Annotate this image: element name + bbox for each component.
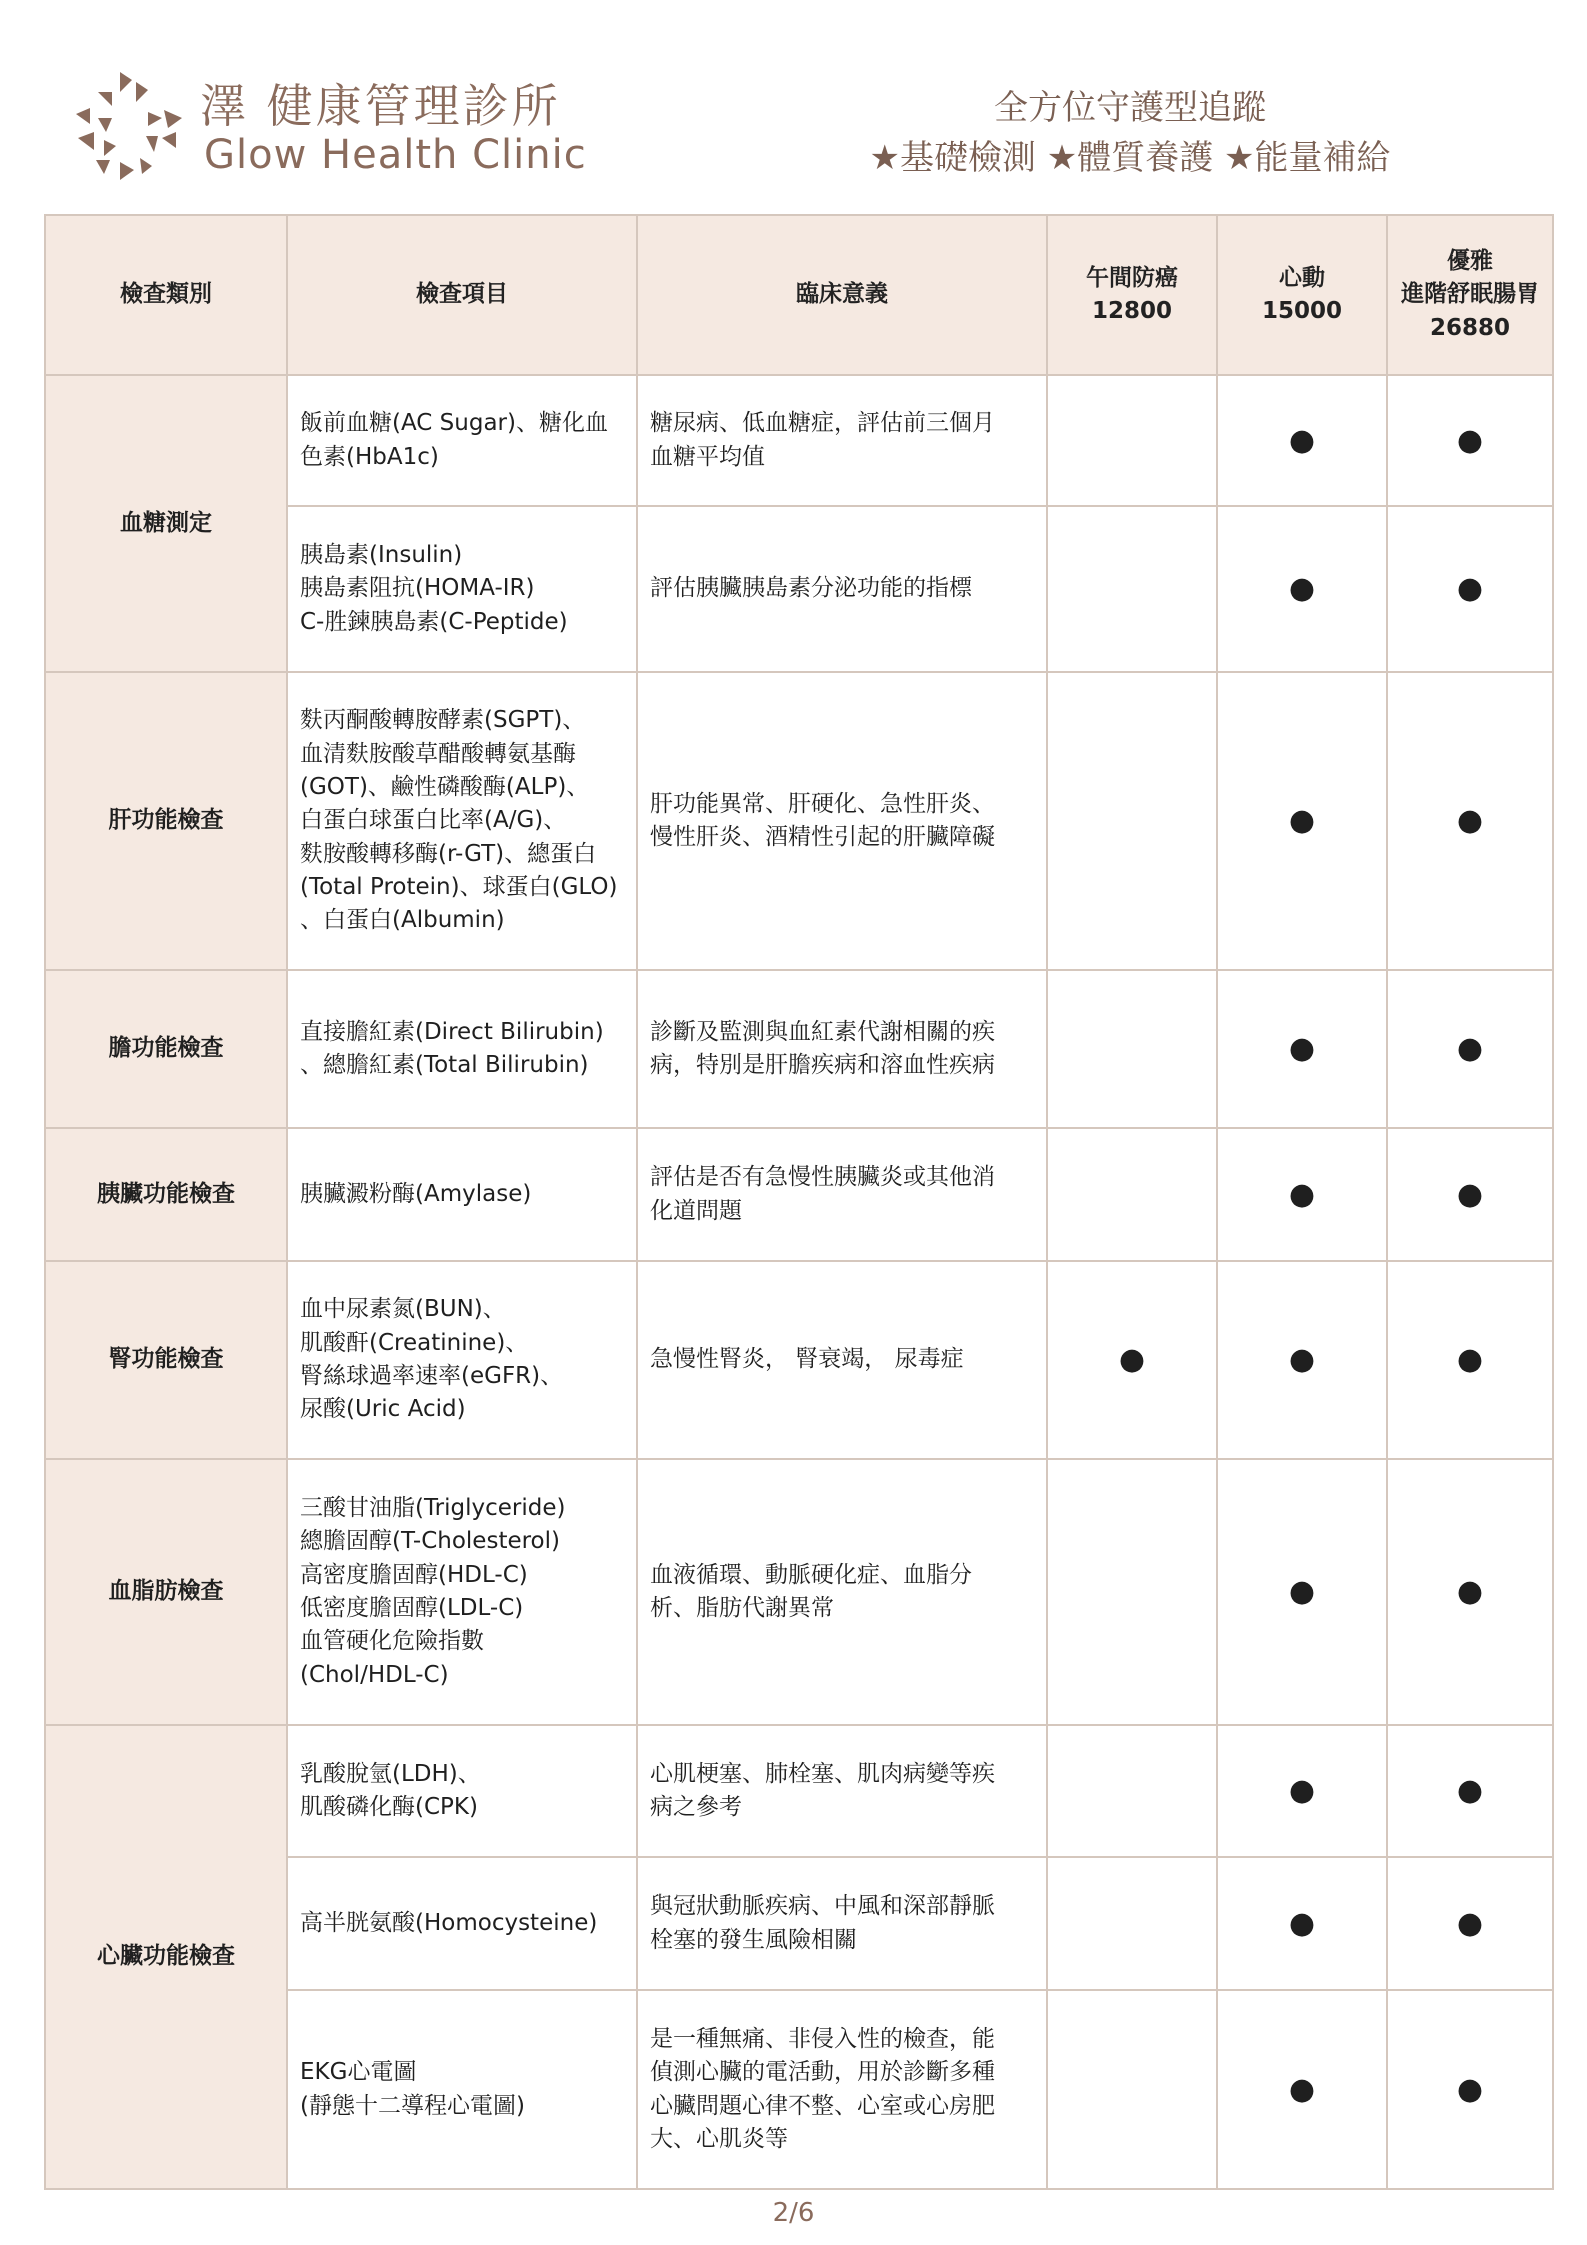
exam-items-table	[44, 214, 1554, 2190]
meaning-line: 血液循環、動脈硬化症、血脂分	[650, 1561, 972, 1588]
page-header	[0, 0, 1587, 210]
item-line: EKG心電圖	[300, 2059, 417, 2086]
item-line: 高半胱氨酸(Homocysteine)	[300, 1909, 598, 1936]
category-cell: 腎功能檢查	[45, 1261, 287, 1459]
meaning-line: 大、心肌炎等	[650, 2125, 788, 2152]
column-header-plan-3	[1387, 215, 1553, 375]
plan-1-cell	[1047, 970, 1217, 1128]
meaning-line: 心肌梗塞、肺栓塞、肌肉病變等疾	[650, 1760, 995, 1787]
plan-1-cell	[1047, 1990, 1217, 2189]
meaning-cell	[637, 1261, 1047, 1459]
column-header-item: 檢查項目	[287, 215, 637, 375]
included-dot-icon: ●	[1288, 2071, 1316, 2107]
meaning-line: 病之參考	[650, 1794, 742, 1820]
meaning-cell	[637, 1725, 1047, 1857]
tagline-title: 全方位守護型追蹤	[994, 88, 1266, 128]
meaning-line: 是一種無痛、非侵入性的檢查，能	[650, 2025, 995, 2052]
category-cell: 膽功能檢查	[45, 970, 287, 1128]
category-cell: 胰臟功能檢查	[45, 1128, 287, 1261]
included-dot-icon: ●	[1288, 571, 1316, 607]
meaning-line: 化道問題	[650, 1197, 742, 1224]
item-line: 麩胺酸轉移酶(r-GT)、總蛋白	[300, 840, 597, 867]
included-dot-icon: ●	[1456, 1905, 1484, 1941]
meaning-cell	[637, 375, 1047, 506]
item-cell	[287, 672, 637, 970]
item-line: 血中尿素氮(BUN)、	[300, 1296, 506, 1323]
clinic-name-english: Glow Health Clinic	[204, 132, 587, 178]
plan-3-price: 26880	[1429, 314, 1511, 341]
included-dot-icon: ●	[1456, 422, 1484, 458]
included-dot-icon: ●	[1288, 1176, 1316, 1212]
plan-1-cell	[1047, 1459, 1217, 1725]
item-line: 白蛋白球蛋白比率(A/G)、	[300, 807, 567, 834]
plan-3-cell	[1387, 1725, 1553, 1857]
plan-2-cell	[1217, 1725, 1387, 1857]
included-dot-icon: ●	[1288, 422, 1316, 458]
included-dot-icon: ●	[1456, 1773, 1484, 1809]
item-line: 飯前血糖(AC Sugar)、糖化血	[300, 410, 608, 437]
plan-3-cell	[1387, 970, 1553, 1128]
tagline-subtitle: ★基礎檢測 ★體質養護 ★能量補給	[869, 138, 1391, 178]
item-line: 肌酸酐(Creatinine)、	[300, 1329, 529, 1356]
item-line: 胰臟澱粉酶(Amylase)	[300, 1180, 532, 1207]
item-cell	[287, 1725, 637, 1857]
plan-2-cell	[1217, 1857, 1387, 1990]
table-row	[45, 1725, 1553, 1857]
item-line: 直接膽紅素(Direct Bilirubin)	[300, 1018, 604, 1045]
item-line: 肌酸磷化酶(CPK)	[300, 1794, 478, 1820]
item-line: 腎絲球過率速率(eGFR)、	[300, 1363, 564, 1389]
included-dot-icon: ●	[1456, 1031, 1484, 1067]
meaning-line: 心臟問題心律不整、心室或心房肥	[650, 2092, 995, 2119]
included-dot-icon: ●	[1456, 1342, 1484, 1378]
meaning-line: 栓塞的發生風險相關	[650, 1926, 857, 1953]
plan-1-name: 午間防癌	[1086, 264, 1178, 291]
plan-3-cell	[1387, 1857, 1553, 1990]
table-row	[45, 1128, 1553, 1261]
included-dot-icon: ●	[1288, 1905, 1316, 1941]
meaning-line: 評估是否有急慢性胰臟炎或其他消	[650, 1164, 995, 1191]
column-header-meaning: 臨床意義	[637, 215, 1047, 375]
plan-3-cell	[1387, 1990, 1553, 2189]
plan-1-cell	[1047, 1725, 1217, 1857]
item-line: 高密度膽固醇(HDL-C)	[300, 1561, 528, 1588]
plan-3-cell	[1387, 1128, 1553, 1261]
clinic-name-chinese: 澤 健康管理診所	[200, 79, 561, 133]
plan-2-cell	[1217, 1459, 1387, 1725]
column-header-category: 檢查類別	[45, 215, 287, 375]
category-cell: 血糖測定	[45, 375, 287, 672]
table-row	[45, 375, 1553, 506]
meaning-cell	[637, 1459, 1047, 1725]
plan-1-cell	[1047, 1857, 1217, 1990]
plan-1-cell	[1047, 672, 1217, 970]
plan-1-price: 12800	[1091, 298, 1173, 324]
item-cell	[287, 970, 637, 1128]
item-line: (Total Protein)、球蛋白(GLO)	[300, 874, 618, 901]
item-line: (GOT)、鹼性磷酸酶(ALP)、	[300, 773, 590, 800]
plan-2-cell	[1217, 1128, 1387, 1261]
meaning-cell	[637, 1128, 1047, 1261]
item-line: 色素(HbA1c)	[300, 443, 439, 470]
item-line: 低密度膽固醇(LDL-C)	[300, 1595, 524, 1621]
table-row	[45, 1459, 1553, 1725]
meaning-line: 偵測心臟的電活動，用於診斷多種	[650, 2059, 995, 2086]
included-dot-icon: ●	[1288, 803, 1316, 839]
table-row	[45, 1261, 1553, 1459]
category-cell: 血脂肪檢查	[45, 1459, 287, 1725]
clinic-logo-icon	[76, 70, 184, 182]
meaning-cell	[637, 1990, 1047, 2189]
included-dot-icon: ●	[1456, 2071, 1484, 2107]
column-header-plan-2	[1217, 215, 1387, 375]
column-header-plan-1	[1047, 215, 1217, 375]
plan-3-cell	[1387, 506, 1553, 672]
item-line: 、白蛋白(Albumin)	[300, 907, 505, 934]
meaning-line: 析、脂肪代謝異常	[650, 1595, 834, 1621]
plan-2-cell	[1217, 1990, 1387, 2189]
meaning-line: 病，特別是肝膽疾病和溶血性疾病	[650, 1052, 995, 1078]
item-line: 胰島素阻抗(HOMA-IR)	[300, 575, 535, 602]
plan-3-cell	[1387, 1459, 1553, 1725]
plan-3-name-line2: 進階舒眠腸胃	[1401, 281, 1539, 308]
plan-1-cell	[1047, 375, 1217, 506]
plan-2-cell	[1217, 506, 1387, 672]
plan-1-cell	[1047, 1261, 1217, 1459]
meaning-line: 急慢性腎炎， 腎衰竭， 尿毒症	[650, 1346, 964, 1373]
included-dot-icon: ●	[1288, 1574, 1316, 1610]
plan-2-price: 15000	[1261, 298, 1343, 324]
included-dot-icon: ●	[1288, 1342, 1316, 1378]
category-cell: 肝功能檢查	[45, 672, 287, 970]
meaning-line: 慢性肝炎、酒精性引起的肝臟障礙	[650, 824, 995, 850]
item-line: 胰島素(Insulin)	[300, 541, 463, 568]
plan-1-cell	[1047, 1128, 1217, 1261]
plan-2-cell	[1217, 375, 1387, 506]
plan-3-cell	[1387, 672, 1553, 970]
included-dot-icon: ●	[1456, 1574, 1484, 1610]
item-cell	[287, 1990, 637, 2189]
meaning-line: 與冠狀動脈疾病、中風和深部靜脈	[650, 1893, 995, 1920]
included-dot-icon: ●	[1456, 571, 1484, 607]
meaning-cell	[637, 970, 1047, 1128]
table-header-row	[45, 215, 1553, 375]
table-row	[45, 970, 1553, 1128]
included-dot-icon: ●	[1118, 1342, 1146, 1378]
item-line: 三酸甘油脂(Triglyceride)	[300, 1494, 566, 1521]
item-cell	[287, 1459, 637, 1725]
plan-1-cell	[1047, 506, 1217, 672]
plan-2-cell	[1217, 970, 1387, 1128]
item-line: 尿酸(Uric Acid)	[300, 1396, 466, 1423]
page-number: 2/6	[772, 2198, 815, 2228]
item-line: 血清麩胺酸草醋酸轉氨基酶	[300, 740, 576, 767]
meaning-cell	[637, 672, 1047, 970]
meaning-line: 診斷及監測與血紅素代謝相關的疾	[650, 1018, 995, 1045]
item-cell	[287, 506, 637, 672]
category-cell: 心臟功能檢查	[45, 1725, 287, 2189]
item-line: 、總膽紅素(Total Bilirubin)	[300, 1052, 589, 1078]
item-line: 血管硬化危險指數	[300, 1628, 484, 1655]
meaning-line: 糖尿病、低血糖症，評估前三個月	[650, 410, 995, 437]
plan-3-cell	[1387, 375, 1553, 506]
included-dot-icon: ●	[1288, 1031, 1316, 1067]
item-line: C-胜鍊胰島素(C-Peptide)	[300, 608, 568, 635]
plan-2-name: 心動	[1279, 264, 1325, 291]
item-cell	[287, 375, 637, 506]
included-dot-icon: ●	[1456, 803, 1484, 839]
plan-3-name: 優雅	[1447, 247, 1493, 274]
table-row	[45, 672, 1553, 970]
plan-2-cell	[1217, 1261, 1387, 1459]
item-line: 麩丙酮酸轉胺酵素(SGPT)、	[300, 707, 586, 734]
item-cell	[287, 1261, 637, 1459]
item-line: 乳酸脫氫(LDH)、	[300, 1760, 481, 1787]
included-dot-icon: ●	[1456, 1176, 1484, 1212]
meaning-line: 血糖平均值	[650, 443, 765, 470]
meaning-cell	[637, 506, 1047, 672]
plan-2-cell	[1217, 672, 1387, 970]
meaning-line: 肝功能異常、肝硬化、急性肝炎、	[650, 790, 995, 817]
item-cell	[287, 1128, 637, 1261]
included-dot-icon: ●	[1288, 1773, 1316, 1809]
item-line: (Chol/HDL-C)	[300, 1661, 449, 1688]
item-line: 總膽固醇(T-Cholesterol)	[300, 1528, 560, 1555]
plan-3-cell	[1387, 1261, 1553, 1459]
meaning-cell	[637, 1857, 1047, 1990]
item-cell	[287, 1857, 637, 1990]
meaning-line: 評估胰臟胰島素分泌功能的指標	[650, 575, 972, 602]
item-line: (靜態十二導程心電圖)	[300, 2092, 525, 2119]
